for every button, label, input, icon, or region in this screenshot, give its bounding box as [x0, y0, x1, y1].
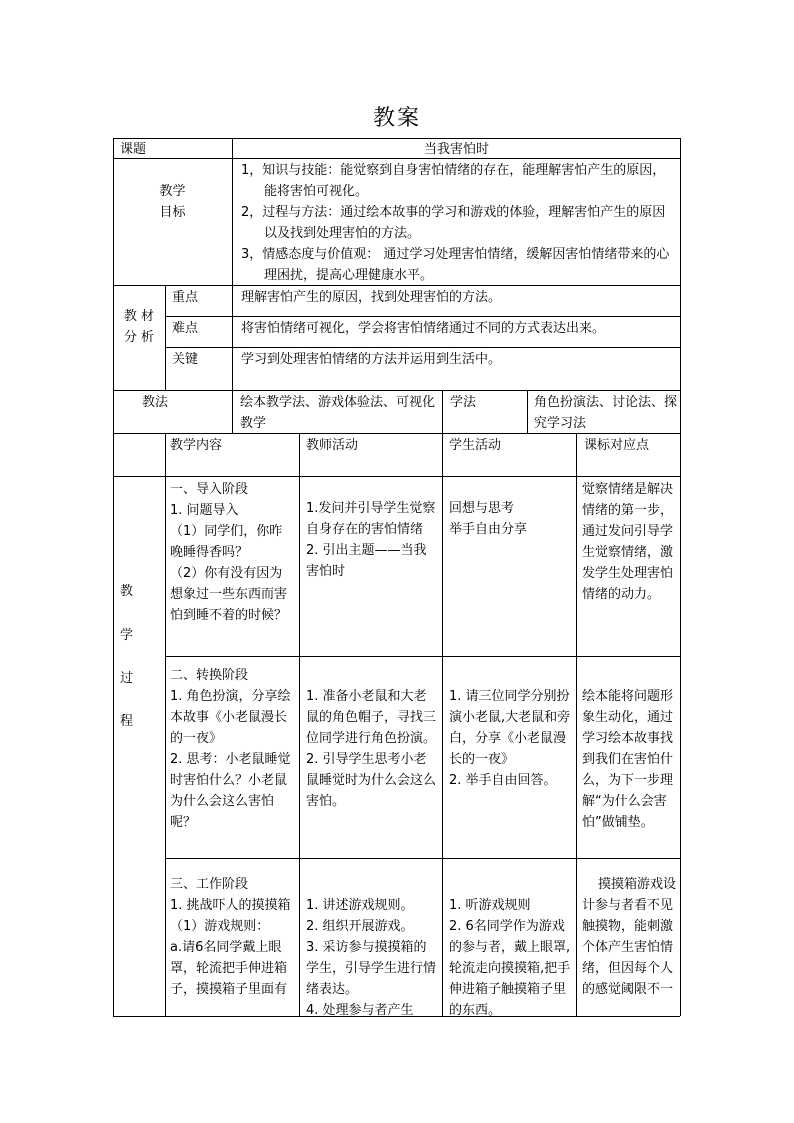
stage-2-teacher	[306, 686, 438, 812]
stage-3-teacher	[306, 895, 438, 1021]
stage-2-line: 1. 角色扮演，分享绘本故事《小老鼠漫长的一夜》	[170, 689, 291, 746]
analysis-key-text: 理解害怕产生的原因，找到处理害怕的方法。	[241, 290, 502, 305]
teach-method-label: 教法	[142, 395, 169, 410]
learn-method-label: 学法	[450, 395, 477, 410]
header-teacher: 教师活动	[306, 438, 359, 453]
header-standard: 课标对应点	[584, 438, 650, 453]
stage-3-heading: 三、工作阶段	[170, 877, 249, 892]
stage-3-teacher-line: 1. 讲述游戏规则。	[306, 898, 414, 913]
analysis-label	[113, 306, 165, 348]
stage-1-line: 1. 问题导入	[170, 503, 239, 518]
stage-1-standard: 觉察情绪是解决情绪的第一步，通过发问引导学生觉察情绪，激发学生处理害怕情绪的动力。	[582, 482, 674, 602]
teach-method-text: 绘本教学法、游戏体验法、可视化教学	[240, 395, 436, 431]
stage-1-line: （1）同学们，你昨晚睡得香吗？	[170, 524, 283, 560]
stage-1-student	[449, 498, 573, 540]
analysis-difficulty-text: 将害怕情绪可视化，学会将害怕情绪通过不同的方式表达出来。	[241, 321, 606, 336]
stage-1-student-line: 回想与思考	[449, 501, 515, 516]
topic-label: 课题	[120, 142, 147, 157]
stage-2-student-line: 2. 举手自由回答。	[449, 773, 557, 788]
stage-2-line: 2. 思考：小老鼠睡觉时害怕什么？小老鼠为什么会这么害怕呢？	[170, 752, 291, 830]
analysis-crux-label: 关键	[172, 352, 199, 367]
stage-3-teacher-line: 2. 组织开展游戏。	[306, 919, 414, 934]
stage-1-line: （2）你有没有因为想象过一些东西而害怕到睡不着的时候？	[170, 566, 288, 623]
header-content: 教学内容	[170, 438, 223, 453]
process-label-char: 学	[120, 628, 134, 643]
page-title: 教案	[372, 106, 421, 131]
stage-3-line: a.请6名同学戴上眼罩，轮流把手伸进箱子，摸摸箱子里面有	[170, 940, 288, 997]
stage-3-student-line: 1. 听游戏规则	[449, 898, 531, 913]
stage-1-content	[170, 479, 295, 626]
stage-3-content	[170, 874, 295, 1000]
process-label-char: 程	[120, 714, 134, 729]
analysis-crux-text: 学习到处理害怕情绪的方法并运用到生活中。	[241, 352, 502, 367]
stage-1-teacher	[306, 498, 438, 582]
goal-item-emotion: 3，情感态度与价值观： 通过学习处理害怕情绪，缓解因害怕情绪带来的心理困扰，提高心理健康水平。	[241, 247, 670, 283]
stage-2-standard: 绘本能将问题形象生动化，通过学习绘本故事找到我们在害怕什么，为下一步理解“为什么会害怕”做铺垫。	[582, 689, 674, 830]
analysis-key-label: 重点	[172, 290, 199, 305]
process-label-char: 过	[120, 671, 134, 686]
stage-2-content	[170, 665, 295, 833]
stage-2-student-line: 1. 请三位同学分别扮演小老鼠,大老鼠和旁白，分享《小老鼠漫长的一夜》	[449, 689, 571, 767]
stage-2-teacher-line: 2. 引导学生思考小老鼠睡觉时为什么会这么害怕。	[306, 752, 437, 809]
stage-1-teacher-line: 1.发问并引导学生觉察自身存在的害怕情绪	[306, 501, 436, 537]
stage-2-heading: 二、转换阶段	[170, 668, 249, 683]
stage-1-heading: 一、导入阶段	[170, 482, 249, 497]
stage-1-teacher-line: 2. 引出主题——当我害怕时	[306, 543, 427, 579]
header-student: 学生活动	[449, 438, 502, 453]
stage-2-student	[449, 686, 573, 791]
goals-list	[241, 160, 677, 286]
stage-3-standard: 摸摸箱游戏设计参与者看不见触摸物，能刺激个体产生害怕情绪，但因每个人的感觉阈限不一	[582, 877, 677, 997]
goals-label-line2: 目标	[159, 205, 186, 220]
goals-label-line1: 教学	[159, 184, 186, 199]
stage-3-teacher-line: 4. 处理参与者产生	[306, 1003, 414, 1018]
stage-3-teacher-line: 3. 采访参与摸摸箱的学生，引导学生进行情绪表达。	[306, 940, 437, 997]
stage-1-student-line: 举手自由分享	[449, 522, 528, 537]
stage-3-student	[449, 895, 573, 1021]
stage-3-line: 1. 挑战吓人的摸摸箱	[170, 898, 291, 913]
analysis-label-line1: 教 材	[123, 309, 155, 324]
stage-2-teacher-line: 1. 准备小老鼠和大老鼠的角色帽子，寻找三位同学进行角色扮演。	[306, 689, 437, 746]
goal-item-knowledge: 1，知识与技能：能觉察到自身害怕情绪的存在，能理解害怕产生的原因，能将害怕可视化。	[241, 163, 666, 199]
process-label-char: 教	[120, 584, 134, 599]
stage-3-student-line: 2. 6名同学作为游戏的参与者，戴上眼罩,轮流走向摸摸箱,把手伸进箱子触摸箱子里的东西。	[449, 919, 571, 1018]
goals-label	[113, 181, 232, 223]
analysis-label-line2: 分 析	[123, 330, 155, 345]
topic-value: 当我害怕时	[423, 142, 489, 157]
analysis-difficulty-label: 难点	[172, 321, 199, 336]
learn-method-text: 角色扮演法、讨论法、探究学习法	[534, 395, 678, 431]
stage-3-line: （1）游戏规则：	[170, 919, 270, 934]
goal-item-process: 2，过程与方法：通过绘本故事的学习和游戏的体验，理解害怕产生的原因以及找到处理害怕的方法。	[241, 205, 666, 241]
